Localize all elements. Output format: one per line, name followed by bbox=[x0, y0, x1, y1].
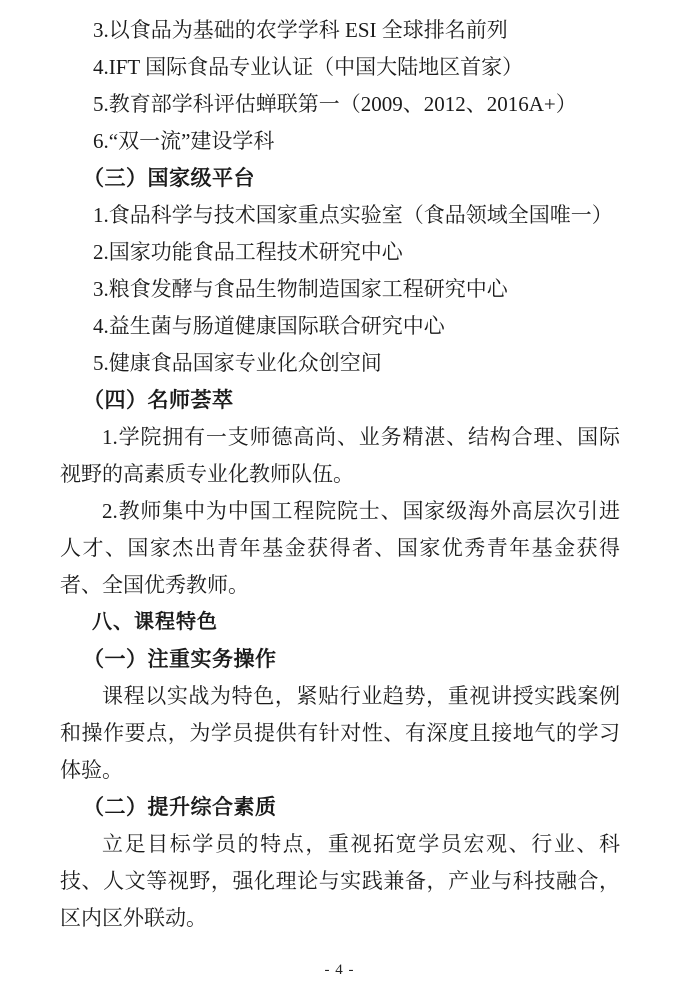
list-item: 2.国家功能食品工程技术研究中心 bbox=[93, 240, 403, 264]
paragraph: 2.教师集中为中国工程院院士、国家级海外高层次引进人才、国家杰出青年基金获得者、国家优秀青年基金获得者、全国优秀教师。 bbox=[60, 499, 620, 597]
subsection-heading: （三）国家级平台 bbox=[83, 166, 255, 190]
list-item: 4.益生菌与肠道健康国际联合研究中心 bbox=[93, 314, 445, 338]
list-item: 4.IFT 国际食品专业认证（中国大陆地区首家） bbox=[93, 55, 524, 79]
paragraph: 1.学院拥有一支师德高尚、业务精湛、结构合理、国际视野的高素质专业化教师队伍。 bbox=[60, 425, 620, 486]
subsection-heading: （一）注重实务操作 bbox=[83, 647, 277, 671]
page-number: - 4 - bbox=[324, 962, 355, 978]
list-item: 5.健康食品国家专业化众创空间 bbox=[93, 351, 382, 375]
section-heading: 八、课程特色 bbox=[92, 611, 218, 633]
list-item: 6.“双一流”建设学科 bbox=[93, 129, 275, 153]
paragraph: 立足目标学员的特点，重视拓宽学员宏观、行业、科技、人文等视野，强化理论与实践兼备，产业与科技融合，区内区外联动。 bbox=[60, 832, 620, 930]
list-item: 1.食品科学与技术国家重点实验室（食品领域全国唯一） bbox=[93, 203, 613, 227]
list-item: 3.以食品为基础的农学学科 ESI 全球排名前列 bbox=[93, 18, 508, 42]
subsection-heading: （四）名师荟萃 bbox=[83, 388, 234, 412]
subsection-heading: （二）提升综合素质 bbox=[83, 795, 277, 819]
paragraph: 课程以实战为特色，紧贴行业趋势，重视讲授实践案例和操作要点，为学员提供有针对性、有深度且接地气的学习体验。 bbox=[60, 684, 620, 782]
list-item: 5.教育部学科评估蝉联第一（2009、2012、2016A+） bbox=[93, 92, 577, 116]
list-item: 3.粮食发酵与食品生物制造国家工程研究中心 bbox=[93, 277, 508, 301]
document-body bbox=[60, 12, 620, 937]
